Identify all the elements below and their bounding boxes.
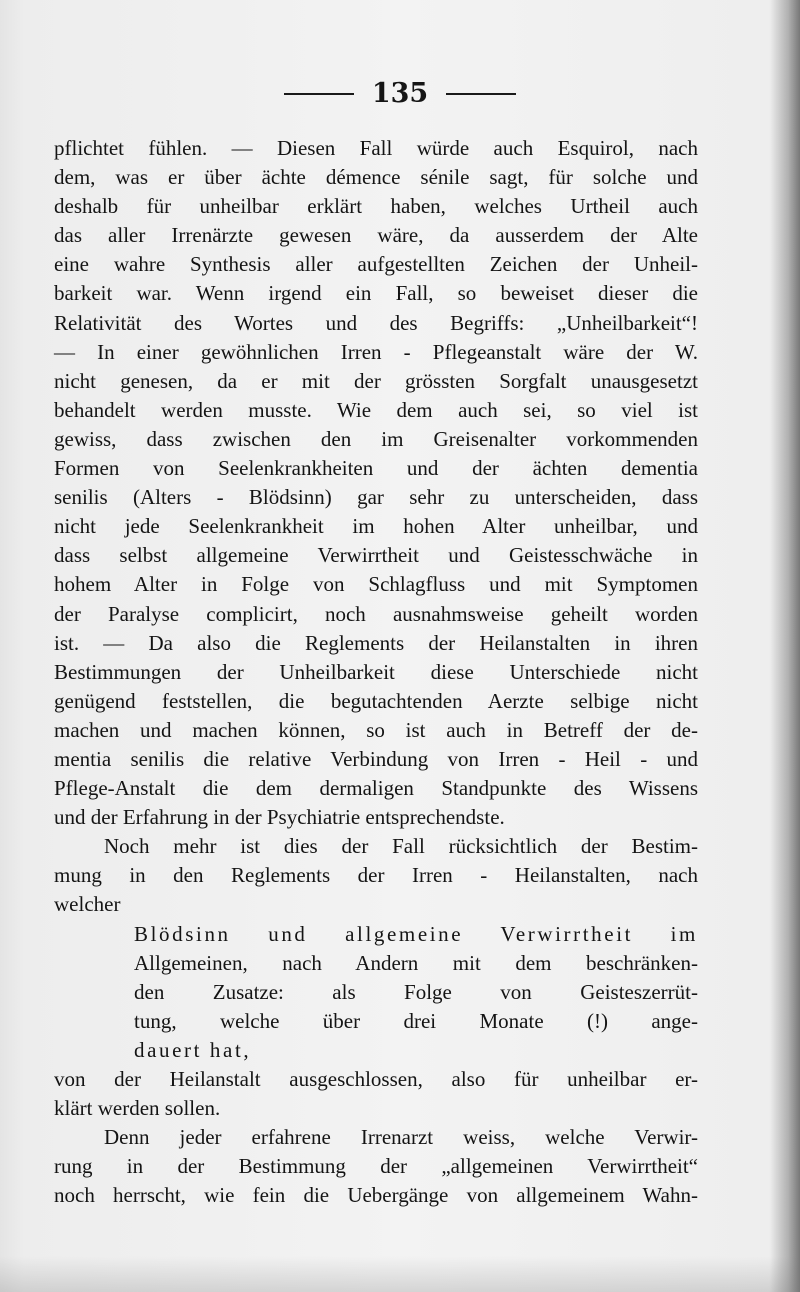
quoted-line: den Zusatze: als Folge von Geisteszerrüt- (134, 979, 698, 1004)
body-text (54, 134, 698, 1210)
text-line: dem, was er über ächte démence sénile sagt, für solche und (54, 165, 698, 190)
page-number: 135 (371, 78, 429, 109)
page-bottom-shadow (0, 1256, 800, 1292)
text-line: der Paralyse complicirt, noch ausnahmsweise geheilt worden (54, 601, 698, 626)
text-line: genügend feststellen, die begutachtenden Aerzte selbige nicht (54, 688, 698, 713)
text-line: deshalb für unheilbar erklärt haben, welches Urtheil auch (54, 194, 698, 219)
text-line: von der Heilanstalt ausgeschlossen, also für unheilbar er- (54, 1067, 698, 1091)
quoted-line: Allgemeinen, nach Andern mit dem beschränken- (134, 950, 698, 975)
text-line: behandelt werden musste. Wie dem auch sei, so viel ist (54, 397, 698, 422)
text-line: ist. — Da also die Reglements der Heilanstalten in ihren (54, 630, 698, 655)
text-line: Bestimmungen der Unheilbarkeit diese Unterschiede nicht (54, 659, 698, 684)
text-line: Denn jeder erfahrene Irrenarzt weiss, welche Verwir- (104, 1125, 698, 1150)
text-line: Pflege-Anstalt die dem dermaligen Standpunkte des Wissens (54, 776, 698, 801)
quoted-line: dauert hat, (134, 1037, 252, 1062)
text-line: Relativität des Wortes und des Begriffs: „Unheilbarkeit“! (54, 310, 698, 335)
text-line: hohem Alter in Folge von Schlagfluss und mit Symptomen (54, 572, 698, 597)
text-line: nicht jede Seelenkrankheit im hohen Alter unheilbar, und (54, 514, 698, 539)
text-line: machen und machen können, so ist auch in Betreff der de- (54, 717, 698, 742)
text-line: barkeit war. Wenn irgend ein Fall, so beweiset dieser die (54, 281, 698, 306)
text-line: eine wahre Synthesis aller aufgestellten Zeichen der Unheil- (54, 252, 698, 277)
text-line: das aller Irrenärzte gewesen wäre, da ausserdem der Alte (54, 223, 698, 248)
quoted-line: tung, welche über drei Monate (!) ange- (134, 1008, 698, 1033)
text-line: Formen von Seelenkrankheiten und der ächten dementia (54, 456, 698, 481)
header-rule-right (446, 93, 516, 95)
text-line: mung in den Reglements der Irren - Heilanstalten, nach (54, 863, 698, 888)
text-line: welcher (54, 892, 121, 917)
text-line: — In einer gewöhnlichen Irren - Pflegeanstalt wäre der W. (54, 339, 698, 364)
text-line: rung in der Bestimmung der „allgemeinen Verwirrtheit“ (54, 1154, 698, 1179)
text-line: klärt werden sollen. (54, 1096, 221, 1121)
text-line: Noch mehr ist dies der Fall rücksichtlich der Bestim- (104, 834, 698, 859)
text-line: mentia senilis die relative Verbindung von Irren - Heil - und (54, 746, 698, 771)
text-line: noch herrscht, wie fein die Uebergänge von allgemeinem Wahn- (54, 1183, 698, 1208)
text-line: und der Erfahrung in der Psychiatrie entsprechendste. (54, 805, 505, 830)
header-rule-left (284, 93, 354, 95)
quoted-line: Blödsinn und allgemeine Verwirrtheit im (134, 921, 698, 946)
page-edge-shadow (770, 0, 800, 1292)
page-header (0, 78, 800, 118)
text-line: senilis (Alters - Blödsinn) gar sehr zu unterscheiden, dass (54, 485, 698, 510)
text-line: nicht genesen, da er mit der grössten Sorgfalt unausgesetzt (54, 368, 698, 393)
text-line: dass selbst allgemeine Verwirrtheit und Geistesschwäche in (54, 543, 698, 568)
text-line: pflichtet fühlen. — Diesen Fall würde auch Esquirol, nach (54, 136, 698, 160)
text-line: gewiss, dass zwischen den im Greisenalter vorkommenden (54, 426, 698, 451)
